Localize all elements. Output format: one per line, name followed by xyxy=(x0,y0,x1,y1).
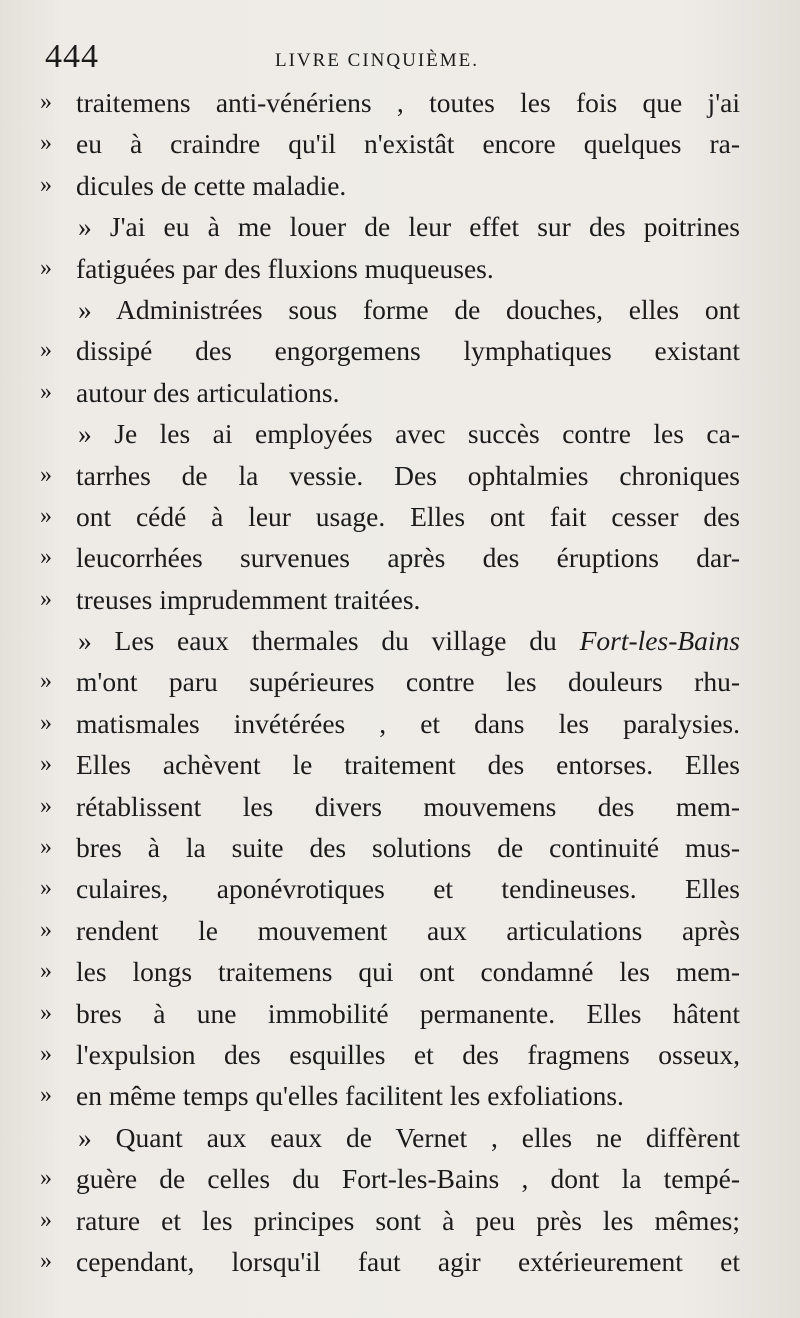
continuation-quote-mark: » xyxy=(40,668,52,695)
line-text: rature et les principes sont à peu près les mêmes; xyxy=(76,1204,740,1236)
line-text: » Administrées sous forme de douches, elles ont xyxy=(78,293,740,325)
line-text: rétablissent les divers mouvemens des mem- xyxy=(76,790,740,822)
text-line xyxy=(40,330,740,371)
text-line xyxy=(40,1158,740,1199)
line-text: en même temps qu'elles facilitent les exfoliations. xyxy=(76,1080,624,1112)
continuation-quote-mark: » xyxy=(40,1040,52,1067)
body-text xyxy=(40,82,740,1282)
line-text: Elles achèvent le traitement des entorses. Elles xyxy=(76,749,740,781)
text-line xyxy=(40,1200,740,1241)
line-text: » Quant aux eaux de Vernet , elles ne diffèrent xyxy=(78,1121,740,1153)
text-line xyxy=(40,496,740,537)
text-line xyxy=(40,786,740,827)
continuation-quote-mark: » xyxy=(40,254,52,281)
continuation-quote-mark: » xyxy=(40,378,52,405)
continuation-quote-mark: » xyxy=(40,130,52,157)
page-number: 444 xyxy=(45,38,99,75)
line-text: l'expulsion des esquilles et des fragmens osseux, xyxy=(76,1038,740,1070)
continuation-quote-mark: » xyxy=(40,585,52,612)
line-text: guère de celles du Fort-les-Bains , dont la tempé- xyxy=(76,1163,740,1195)
text-line xyxy=(40,1034,740,1075)
text-line xyxy=(40,579,740,620)
text-line xyxy=(40,910,740,951)
text-line xyxy=(40,951,740,992)
continuation-quote-mark: » xyxy=(40,502,52,529)
continuation-quote-mark: » xyxy=(40,875,52,902)
continuation-quote-mark: » xyxy=(40,999,52,1026)
text-line xyxy=(40,620,740,661)
page-header xyxy=(45,38,735,78)
text-line xyxy=(40,82,740,123)
continuation-quote-mark: » xyxy=(40,834,52,861)
italic-place-name: Fort-les-Bains xyxy=(579,625,740,657)
text-line xyxy=(40,868,740,909)
line-text: » Les eaux thermales du village du Fort-les-Bains xyxy=(78,625,740,657)
line-text: rendent le mouvement aux articulations après xyxy=(76,914,740,946)
text-line xyxy=(40,455,740,496)
continuation-quote-mark: » xyxy=(40,751,52,778)
line-text: eu à craindre qu'il n'existât encore quelques ra- xyxy=(76,128,740,160)
line-text: bres à une immobilité permanente. Elles hâtent xyxy=(76,997,740,1029)
continuation-quote-mark: » xyxy=(40,89,52,115)
text-line xyxy=(40,993,740,1034)
text-line xyxy=(40,1117,740,1158)
line-text: dicules de cette maladie. xyxy=(76,169,347,201)
text-line xyxy=(40,1241,740,1282)
continuation-quote-mark: » xyxy=(40,1165,52,1192)
continuation-quote-mark: » xyxy=(40,1206,52,1233)
line-text: cependant, lorsqu'il faut agir extérieurement et xyxy=(76,1245,740,1277)
line-text: les longs traitemens qui ont condamné les mem- xyxy=(76,956,740,988)
continuation-quote-mark: » xyxy=(40,461,52,488)
text-line xyxy=(40,289,740,330)
continuation-quote-mark: » xyxy=(40,1082,52,1109)
text-line xyxy=(40,372,740,413)
line-text: ont cédé à leur usage. Elles ont fait cesser des xyxy=(76,500,740,532)
continuation-quote-mark: » xyxy=(40,337,52,364)
text-line xyxy=(40,248,740,289)
text-line xyxy=(40,744,740,785)
line-text: m'ont paru supérieures contre les douleurs rhu- xyxy=(76,666,740,698)
line-text: culaires, aponévrotiques et tendineuses. Elles xyxy=(76,873,740,905)
continuation-quote-mark: » xyxy=(40,171,52,198)
line-text: » Je les ai employées avec succès contre les ca- xyxy=(78,418,740,450)
running-head: LIVRE CINQUIÈME. xyxy=(275,50,480,71)
continuation-quote-mark: » xyxy=(40,958,52,985)
text-line xyxy=(40,703,740,744)
continuation-quote-mark: » xyxy=(40,916,52,943)
line-text: tarrhes de la vessie. Des ophtalmies chroniques xyxy=(76,459,740,491)
line-text: autour des articulations. xyxy=(76,376,340,408)
text-line xyxy=(40,661,740,702)
text-line xyxy=(40,165,740,206)
line-text: bres à la suite des solutions de continuité mus- xyxy=(76,832,740,864)
line-text: fatiguées par des fluxions muqueuses. xyxy=(76,252,494,284)
text-line xyxy=(40,1075,740,1116)
text-line xyxy=(40,827,740,868)
text-line xyxy=(40,413,740,454)
line-text: dissipé des engorgemens lymphatiques existant xyxy=(76,335,740,367)
continuation-quote-mark: » xyxy=(40,792,52,819)
continuation-quote-mark: » xyxy=(40,709,52,736)
continuation-quote-mark: » xyxy=(40,1247,52,1274)
line-text: leucorrhées survenues après des éruptions dar- xyxy=(76,542,740,574)
text-line xyxy=(40,123,740,164)
line-text: treuses imprudemment traitées. xyxy=(76,583,421,615)
line-text: matismales invétérées , et dans les paralysies. xyxy=(76,707,740,739)
line-text: » J'ai eu à me louer de leur effet sur des poitrines xyxy=(78,211,740,243)
continuation-quote-mark: » xyxy=(40,544,52,571)
text-line xyxy=(40,206,740,247)
line-text: traitemens anti-vénériens , toutes les fois que j'ai xyxy=(76,87,740,118)
text-line xyxy=(40,537,740,578)
